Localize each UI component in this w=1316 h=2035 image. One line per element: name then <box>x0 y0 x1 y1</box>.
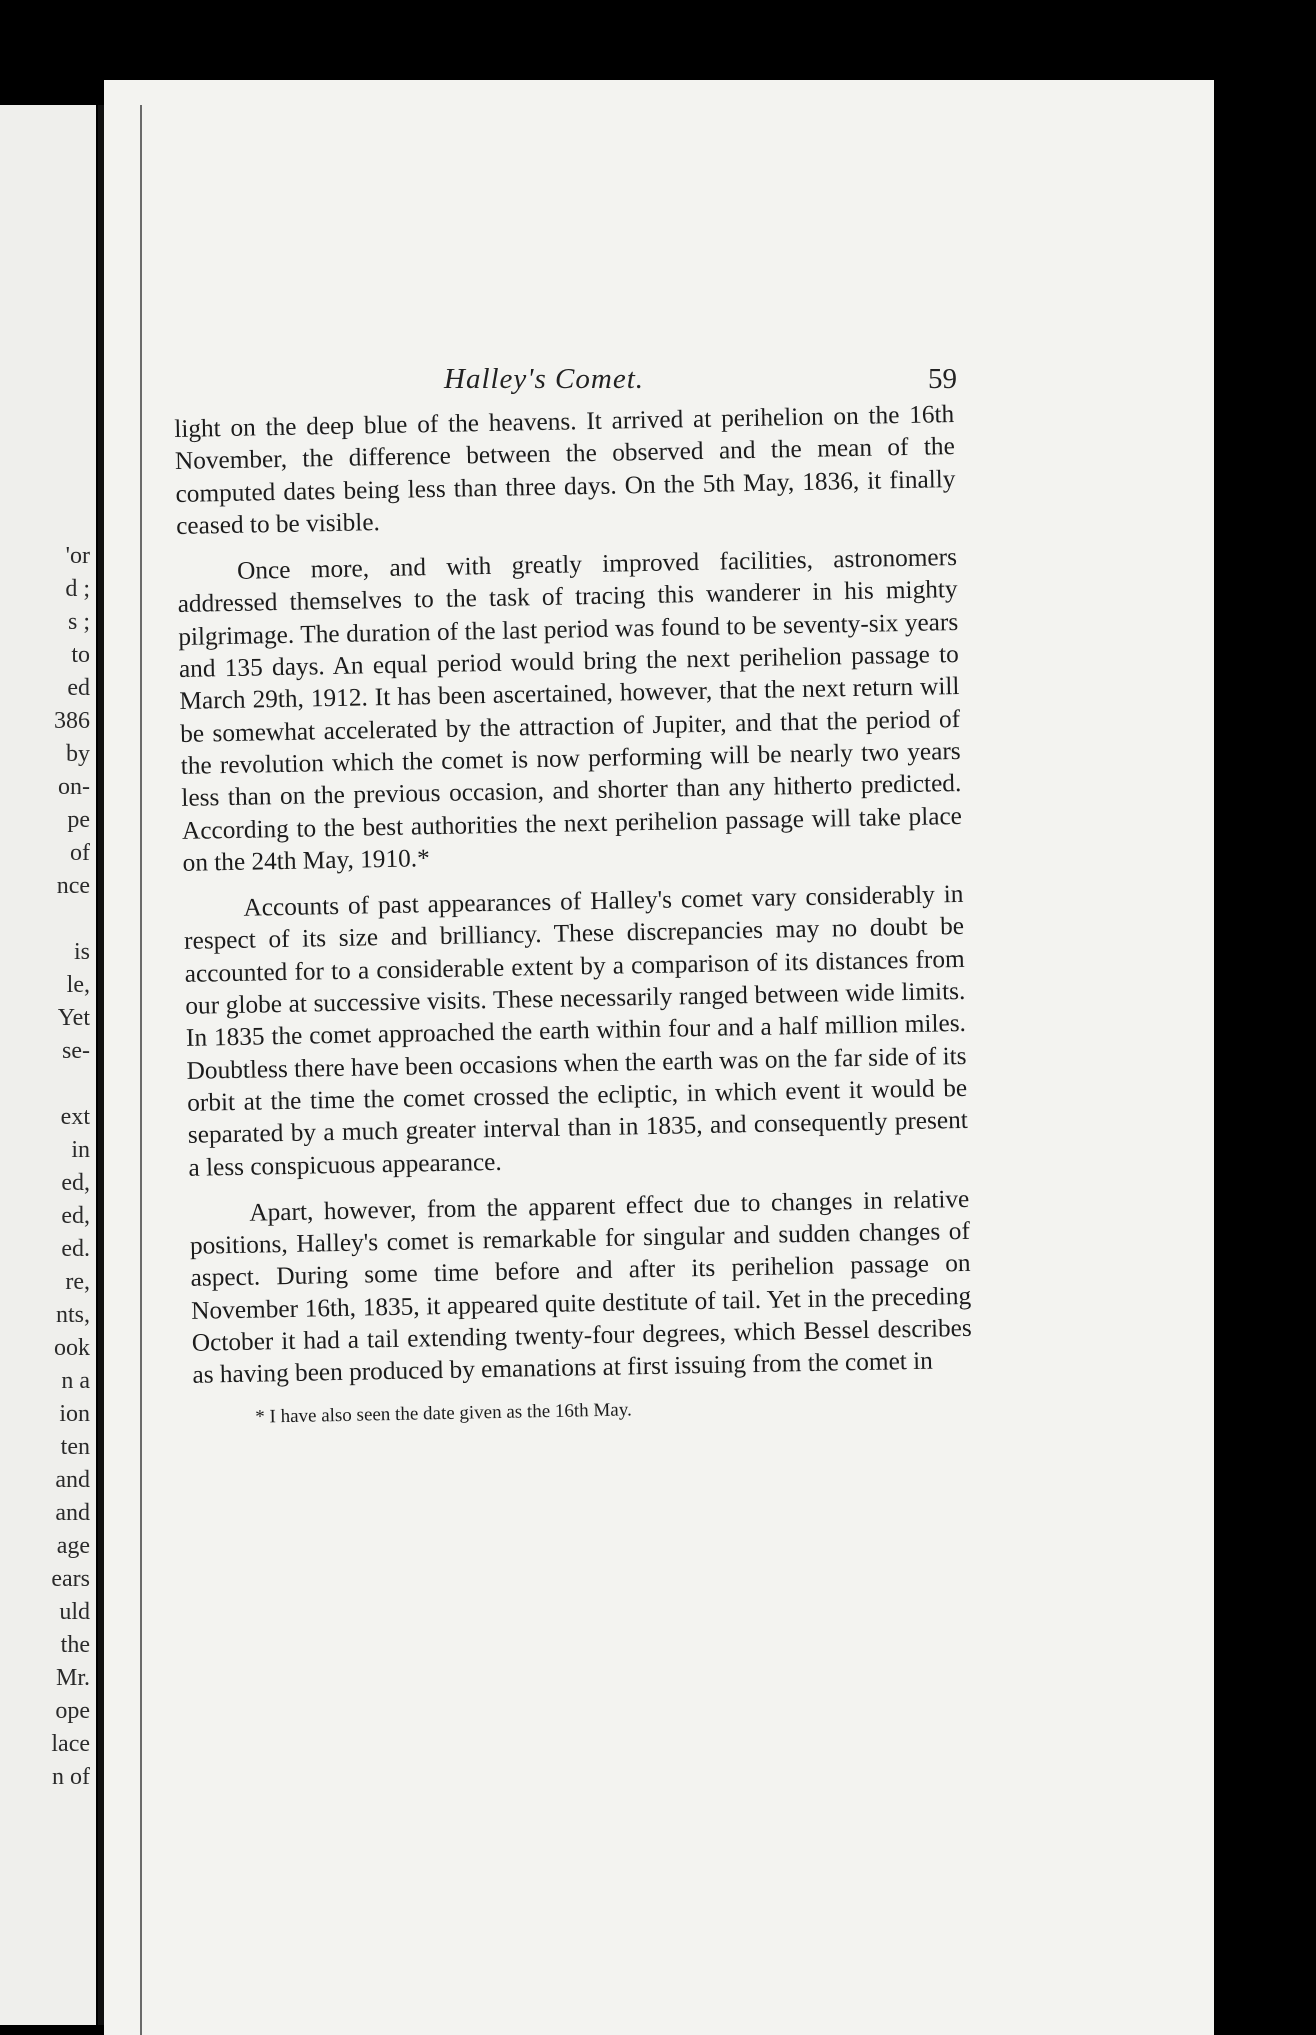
fragment: 'or <box>65 543 90 569</box>
fragment: age <box>56 1533 90 1559</box>
fragment: is <box>73 939 90 965</box>
fragment: le, <box>66 972 90 998</box>
paragraph: Once more, and with greatly improved facilities, astronomers addressed themselves to the task of tracing this wanderer in his mighty pilgrimage. The duration of the last period was found to be seventy-six years and 135 days. An equal period would bring the next perihelion passage to March 29th, 1912. It has been ascertained, however, that the next return will be somewhat accelerated by the attraction of Jupiter, and that the period of the revolution which the comet is now performing will be nearly two years less than on the previous occasion, and shorter than any hitherto predicted. According to the best authorities the next perihelion passage will take place on the 24th May, 1910.* <box>177 543 963 877</box>
fragment: ed. <box>61 1236 90 1262</box>
fragment: s ; <box>67 609 90 635</box>
fragment: ed, <box>61 1170 90 1196</box>
page-number: 59 <box>928 363 957 395</box>
fragment: and <box>55 1467 90 1493</box>
fragment: on- <box>58 774 90 800</box>
fragment <box>51 1068 90 1101</box>
fragment: of <box>70 840 90 866</box>
fragment: nce <box>56 873 90 899</box>
footnote: * I have also seen the date given as the 16th May. <box>255 1399 632 1428</box>
paragraph: Apart, however, from the apparent effect due to changes in relative positions, Halley's comet is remarkable for singular and sudden changes of aspect. During some time before and after its perihelion passage on November 16th, 1835, it appeared quite destitute of tail. Yet in the preceding October it had a tail extending twenty-four degrees, which Bessel describes as having been produced by emanations at first issuing from the comet in <box>189 1184 972 1390</box>
page-header <box>104 363 1214 403</box>
paragraph: Accounts of past appearances of Halley's comet vary considerably in respect of its size and brilliancy. These discrepancies may no doubt be accounted for to a considerable extent by a comparison of its distances from our globe at successive visits. These necessarily ranged between wide limits. In 1835 the comet approached the earth within four and a half million miles. Doubtless there have been occasions when the earth was on the far side of its orbit at the time the comet crossed the ecliptic, in which event it would be separated by a much greater interval than in 1835, and consequently present a less conspicuous appearance. <box>183 880 968 1182</box>
paragraph: light on the deep blue of the heavens. It arrived at perihelion on the 16th November, the difference between the observed and the mean of the computed dates being less than three days. On the 5th May, 1836, it finally ceased to be visible. <box>174 400 956 540</box>
fragment: Mr. <box>55 1665 90 1691</box>
fragment: d ; <box>65 576 90 602</box>
fragment: ope <box>55 1698 90 1724</box>
fragment: ook <box>54 1335 90 1361</box>
fragment: ext <box>60 1104 90 1130</box>
fragment: ten <box>60 1434 90 1460</box>
facing-page-text-fragments <box>51 540 90 1794</box>
fragment: the <box>60 1632 90 1658</box>
fragment: nts, <box>55 1302 90 1328</box>
fragment: to <box>71 642 90 668</box>
fragment: 386 <box>54 708 90 734</box>
fragment: lace <box>51 1731 90 1757</box>
fragment: ed <box>67 675 90 701</box>
fragment: by <box>66 741 90 767</box>
facing-page-edge <box>0 105 96 2025</box>
fragment: pe <box>67 807 90 833</box>
fragment: re, <box>65 1269 90 1295</box>
fragment: ears <box>51 1566 90 1592</box>
book-page <box>104 80 1214 2035</box>
fragment: in <box>71 1137 90 1163</box>
fragment: ed, <box>61 1203 90 1229</box>
fragment: uld <box>59 1599 90 1625</box>
fragment: se- <box>62 1038 90 1064</box>
running-head: Halley's Comet. <box>444 363 645 395</box>
fragment: Yet <box>57 1005 90 1031</box>
fragment: ion <box>59 1401 90 1427</box>
fragment: n a <box>61 1368 90 1394</box>
fragment <box>51 903 90 936</box>
body-text <box>174 398 973 1431</box>
fragment: n of <box>52 1764 90 1790</box>
fragment: and <box>55 1500 90 1526</box>
